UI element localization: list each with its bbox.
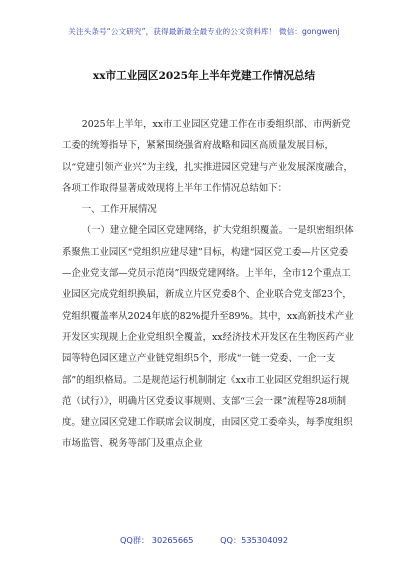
qq-group-number: QQ群： 30265665 [119, 535, 194, 545]
document-title: xx市工业园区2025年上半年党建工作情况总结 [92, 70, 316, 82]
document-body [62, 114, 354, 455]
body-paragraph: （一）建立健全园区党建网络，扩大党组织覆盖。一是织密组织体系聚焦工业园区“党组织应建尽建”目标，构建“园区党工委—片区党委—企业党支部—党员示范岗”四级党建网络。上半年，全市12个重点工业园区完成党组织换届，新成立片区党委8个、企业联合党支部23个，党组织覆盖率从2024年底的82%提升至89%。其中，xx高新技术产业开发区实现规上企业党组织全覆盖，xx经济技术开发区在生物医药产业园等特色园区建立产业链党组织5个，形成“一链一党委、一企一支部”的组织格局。二是规范运行机制制定《xx市工业园区党组织运行规范（试行）》，明确片区党委议事规则、支部“三会一课”流程等28项制度。建立园区党建工作联席会议制度，由园区党工委牵头，每季度组织市场监管、税务等部门及重点企业 [62, 225, 354, 450]
footer-contact [0, 535, 408, 546]
section-heading: 一、工作开展情况 [81, 204, 157, 216]
intro-paragraph: 2025年上半年，xx市工业园区党建工作在市委组织部、市两新党工委的统筹指导下，紧紧围绕强省府战略和园区高质量发展目标，以“党建引领产业兴”为主线，扎实推进园区党建与产业发展深度融合，各项工作取得显著成效现将上半年工作情况总结如下： [62, 119, 353, 194]
qq-number: QQ：535304092 [220, 535, 289, 545]
promo-banner: 关注头条号“公文研究”，获得最新最全最专业的公文资料库！ 微信：gongwenj [68, 27, 340, 36]
